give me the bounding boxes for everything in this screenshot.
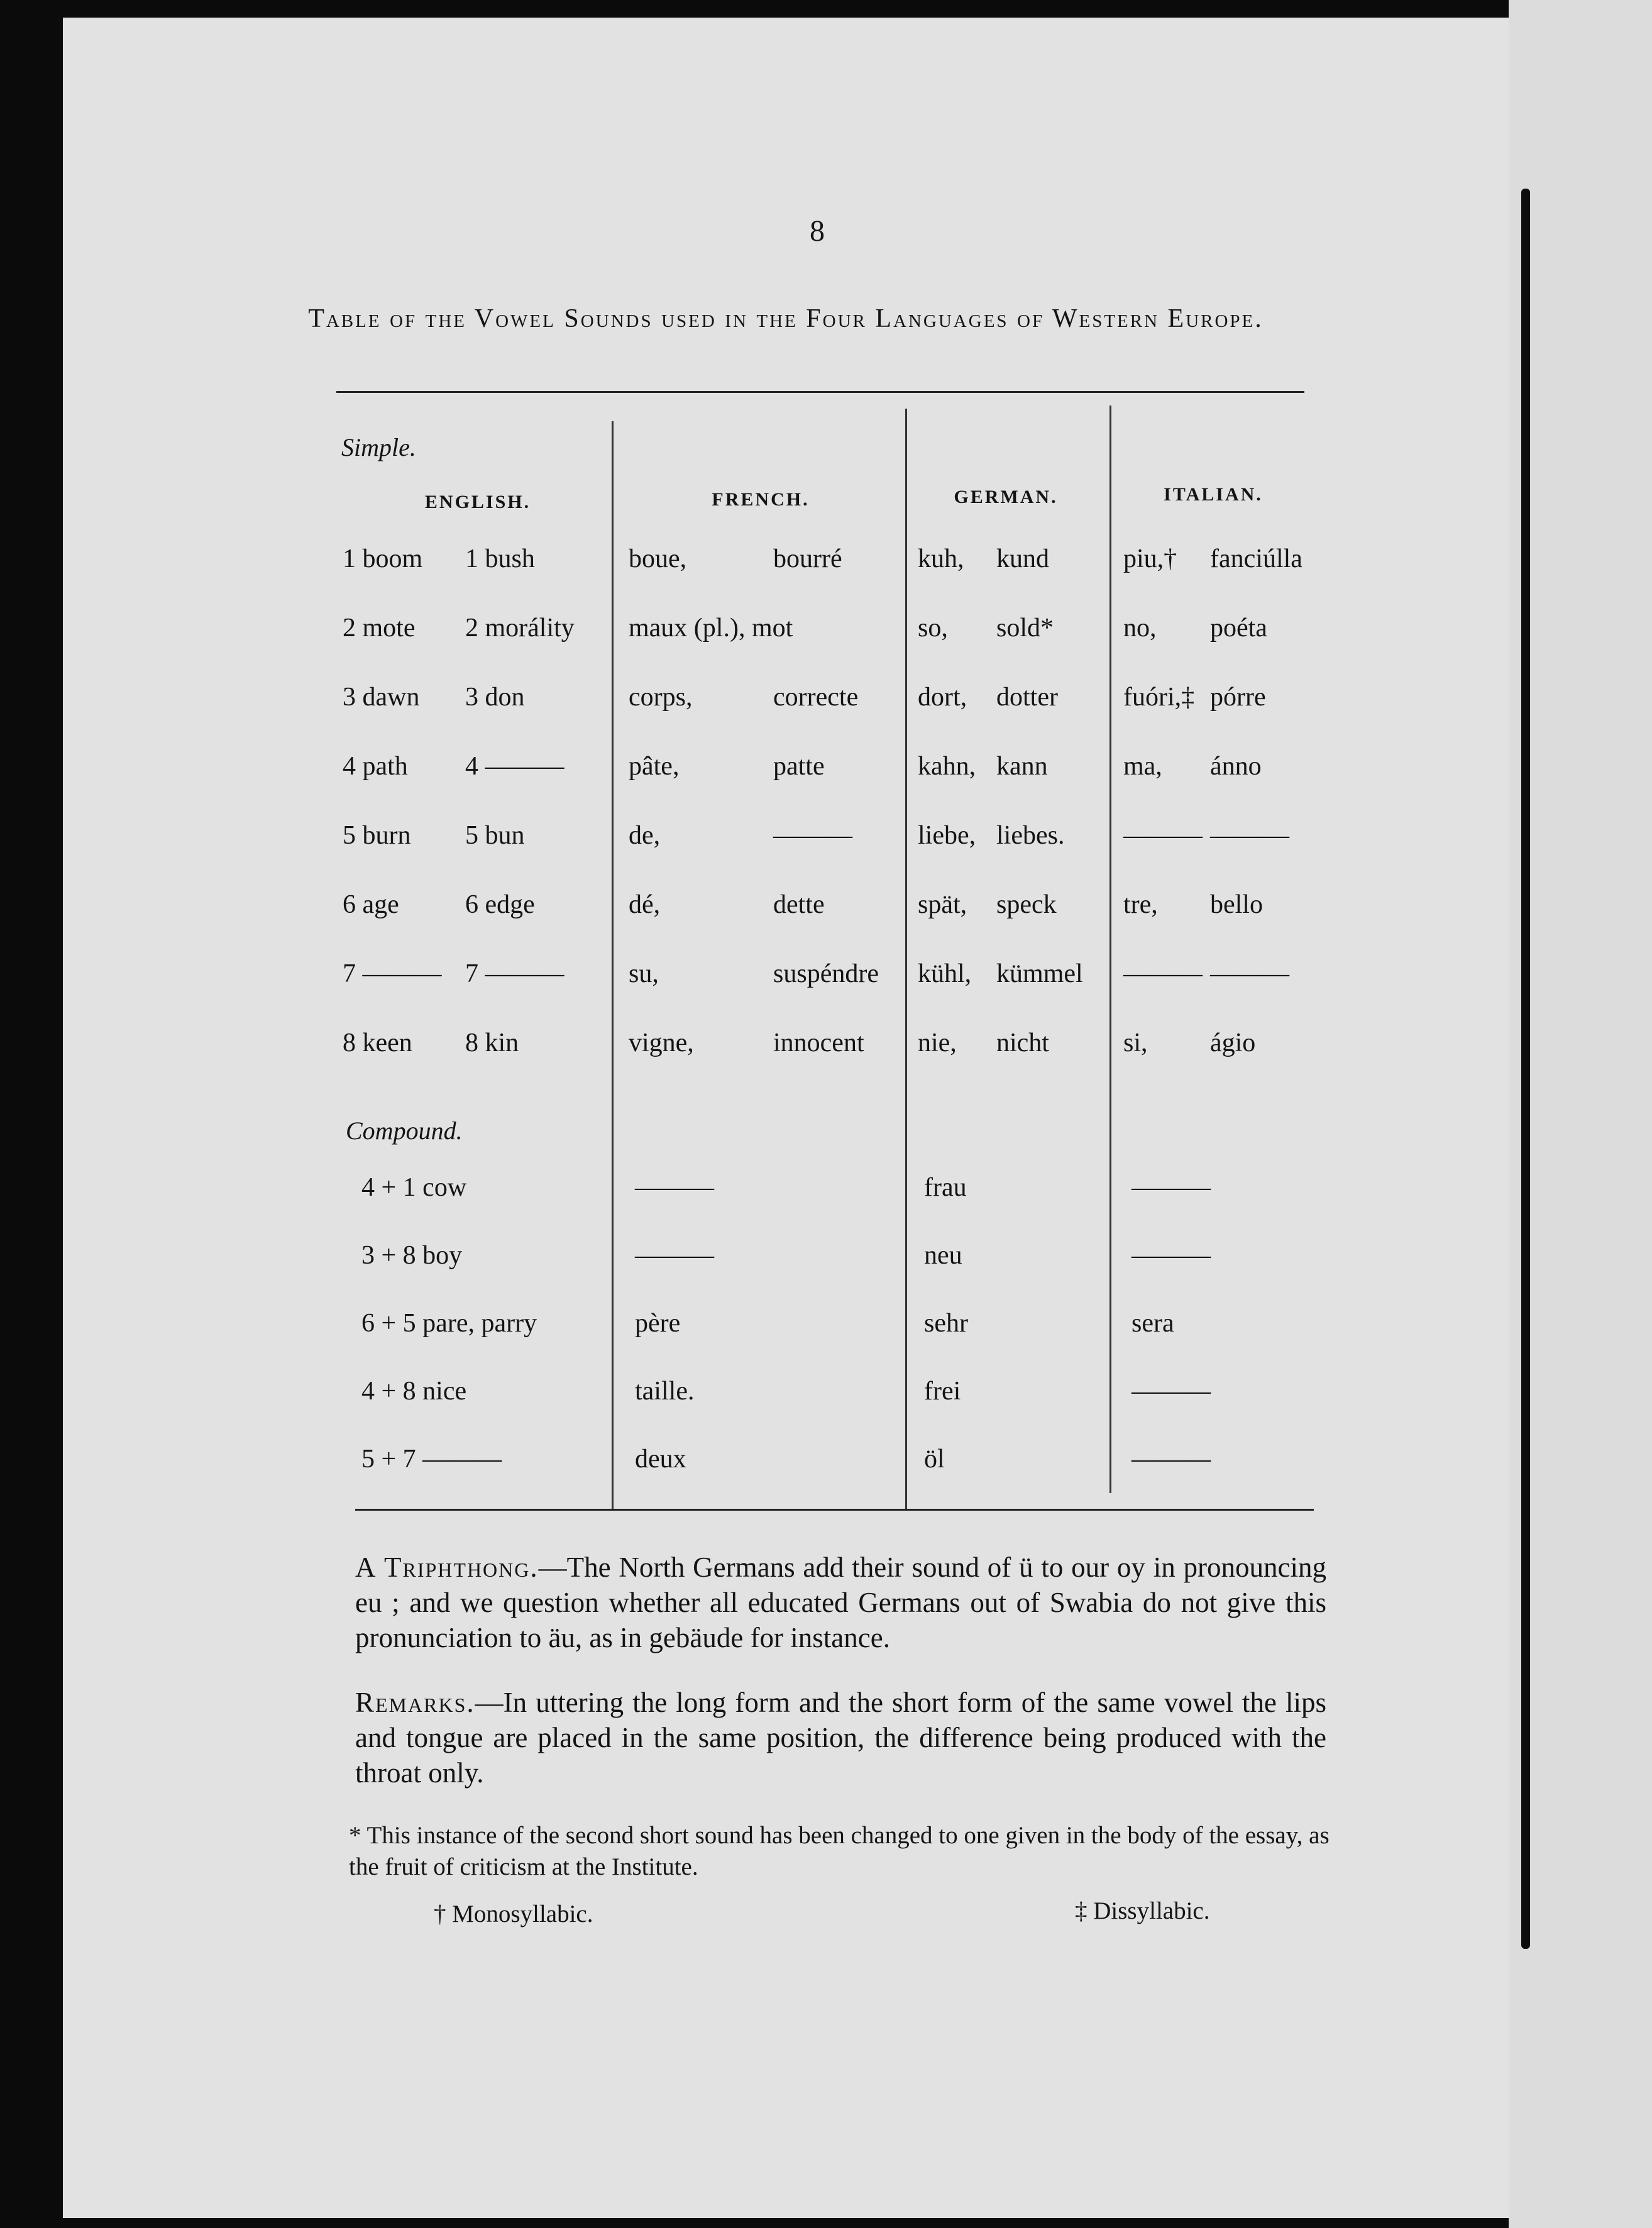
table-cell: 6 + 5 pare, parry <box>361 1309 537 1338</box>
table-cell: bello <box>1210 890 1263 919</box>
table-cell: kühl, <box>918 959 972 988</box>
table-cell: ——— <box>773 821 852 850</box>
table-cell: so, <box>918 614 948 642</box>
column-divider-french-german <box>905 409 907 1509</box>
table-cell: suspéndre <box>773 959 879 988</box>
bottom-rule <box>355 1509 1314 1511</box>
table-cell: ——— <box>1210 821 1289 850</box>
footnote: * This instance of the second short sound has been changed to one given in the body of the essay, as the fruit of criticism at the Institute. <box>349 1822 1330 1880</box>
table-cell: 7 ——— <box>343 959 442 988</box>
table-cell: öl <box>924 1445 945 1474</box>
table-cell: ágio <box>1210 1029 1256 1057</box>
table-cell: ——— <box>1132 1173 1211 1202</box>
table-cell: dort, <box>918 683 967 712</box>
triphthong-paragraph <box>355 1550 1326 1655</box>
table-cell: ——— <box>635 1173 714 1202</box>
table-cell: su, <box>629 959 659 988</box>
column-divider-german-italian <box>1110 405 1111 1493</box>
table-cell: de, <box>629 821 661 850</box>
header-italian: ITALIAN. <box>1164 484 1263 505</box>
table-cell: ——— <box>635 1241 714 1270</box>
table-cell: innocent <box>773 1029 864 1057</box>
table-cell: 5 burn <box>343 821 411 850</box>
table-cell: spät, <box>918 890 967 919</box>
table-cell: speck <box>996 890 1057 919</box>
table-cell: sold* <box>996 614 1054 642</box>
book-page <box>63 18 1509 2218</box>
column-divider-english-french <box>612 421 614 1509</box>
header-english: ENGLISH. <box>424 492 531 512</box>
table-cell: frau <box>924 1173 967 1202</box>
header-french: FRENCH. <box>712 489 810 510</box>
remarks-text: —In uttering the long form and the short form of the same vowel the lips and tongue are placed in the same position, the difference being produced with the throat only. <box>355 1687 1326 1789</box>
table-cell: père <box>635 1309 681 1338</box>
table-cell: 8 kin <box>465 1029 519 1057</box>
table-cell: 6 age <box>343 890 399 919</box>
table-cell: 5 bun <box>465 821 525 850</box>
table-cell: maux (pl.), mot <box>629 614 793 642</box>
table-cell: neu <box>924 1241 962 1270</box>
table-cell: kuh, <box>918 544 964 573</box>
table-cell: dotter <box>996 683 1058 712</box>
table-cell: si, <box>1123 1029 1148 1057</box>
table-cell: dette <box>773 890 825 919</box>
table-cell: 3 dawn <box>343 683 420 712</box>
table-cell: 7 ——— <box>465 959 564 988</box>
table-cell: pórre <box>1210 683 1266 712</box>
table-cell: liebes. <box>996 821 1065 850</box>
page-number: 8 <box>810 214 825 248</box>
table-cell: kund <box>996 544 1049 573</box>
table-cell: nicht <box>996 1029 1049 1057</box>
table-cell: bourré <box>773 544 842 573</box>
table-cell: 2 mote <box>343 614 416 642</box>
header-german: GERMAN. <box>954 487 1058 507</box>
table-cell: ma, <box>1123 752 1162 781</box>
table-cell: 5 + 7 ——— <box>361 1445 502 1474</box>
table-cell: 6 edge <box>465 890 535 919</box>
table-cell: boue, <box>629 544 687 573</box>
table-cell: piu,† <box>1123 544 1177 573</box>
table-cell: sera <box>1132 1309 1174 1338</box>
table-cell: 4 path <box>343 752 408 781</box>
table-cell: fuóri,‡ <box>1123 683 1195 712</box>
table-cell: 3 don <box>465 683 525 712</box>
table-cell: frei <box>924 1377 961 1406</box>
table-cell: 3 + 8 boy <box>361 1241 463 1270</box>
table-cell: fanciúlla <box>1210 544 1302 573</box>
table-cell: no, <box>1123 614 1157 642</box>
table-cell: 4 ——— <box>465 752 564 781</box>
table-cell: ——— <box>1123 821 1203 850</box>
remarks-heading: Remarks. <box>355 1687 475 1718</box>
table-cell: 1 bush <box>465 544 535 573</box>
table-cell: kann <box>996 752 1048 781</box>
table-cell: dé, <box>629 890 661 919</box>
table-cell: ánno <box>1210 752 1262 781</box>
table-cell: taille. <box>635 1377 695 1406</box>
table-cell: 4 + 1 cow <box>361 1173 467 1202</box>
table-cell: corps, <box>629 683 693 712</box>
double-dagger-note: ‡ Dissyllabic. <box>1075 1897 1210 1924</box>
simple-label: Simple. <box>341 433 416 461</box>
compound-label: Compound. <box>346 1117 463 1145</box>
top-rule <box>336 391 1304 393</box>
table-cell: 1 boom <box>343 544 423 573</box>
table-cell: nie, <box>918 1029 957 1057</box>
table-cell: deux <box>635 1445 686 1474</box>
table-title: Table of the Vowel Sounds used in the Four Languages of Western Europe. <box>308 304 1264 333</box>
table-cell: ——— <box>1132 1241 1211 1270</box>
dagger-note: † Monosyllabic. <box>434 1900 593 1927</box>
table-cell: ——— <box>1132 1445 1211 1474</box>
triphthong-heading: A Triphthong. <box>355 1552 539 1583</box>
table-cell: tre, <box>1123 890 1158 919</box>
table-cell: ——— <box>1210 959 1289 988</box>
table-cell: 2 morálity <box>465 614 575 642</box>
table-cell: correcte <box>773 683 859 712</box>
table-cell: 8 keen <box>343 1029 412 1057</box>
table-cell: kahn, <box>918 752 976 781</box>
binding-shadow <box>1521 189 1530 1949</box>
triphthong-text: —The North Germans add their sound of ü to our oy in pronouncing eu ; and we question whether all educated Germans out of Swabia do not give this pronunciation to äu, as in gebäude for instance. <box>355 1552 1326 1653</box>
table-cell: sehr <box>924 1309 968 1338</box>
remarks-paragraph <box>355 1685 1326 1790</box>
table-cell: kümmel <box>996 959 1083 988</box>
table-cell: liebe, <box>918 821 976 850</box>
table-cell: patte <box>773 752 825 781</box>
table-cell: vigne, <box>629 1029 694 1057</box>
table-cell: ——— <box>1123 959 1203 988</box>
facing-page-edge <box>1509 0 1652 2228</box>
table-cell: ——— <box>1132 1377 1211 1406</box>
table-cell: pâte, <box>629 752 680 781</box>
table-cell: poéta <box>1210 614 1267 642</box>
table-cell: 4 + 8 nice <box>361 1377 467 1406</box>
